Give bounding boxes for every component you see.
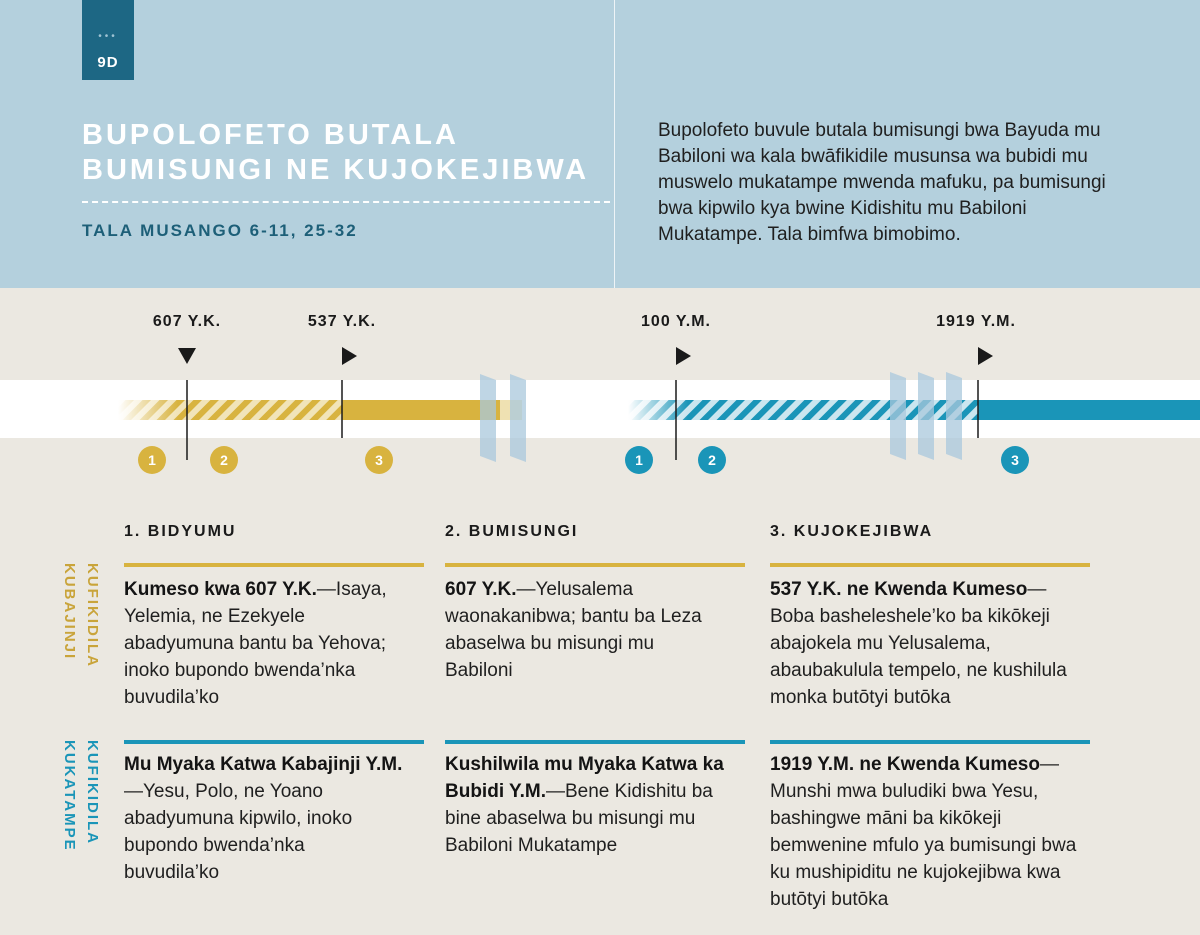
blue-solid-bar [978, 400, 1200, 420]
side-label-first-line1: KUFIKIDILA [84, 563, 101, 668]
row2-cell-3 [770, 751, 1090, 913]
row1-rule-3 [770, 563, 1090, 567]
row2-cell-3-heading: 1919 Y.M. ne Kwenda Kumeso [770, 754, 1040, 775]
row2-cell-2-text: —Bene Kidishitu ba bine abaselwa bu misungi mu Babiloni Mukatampe [445, 781, 713, 856]
gold-marker-2-label: 2 [220, 452, 228, 468]
row1-cell-2 [445, 576, 705, 684]
blue-break-2 [918, 372, 934, 460]
date-1919: 1919 Y.M. [936, 313, 1016, 330]
gold-marker-3-label: 3 [375, 452, 383, 468]
row1-cell-1 [124, 576, 419, 711]
header-panel [0, 0, 1200, 288]
page-badge [82, 0, 134, 80]
row1-rule-1 [124, 563, 424, 567]
badge-dots: ••• [98, 31, 118, 42]
intro-text: Bupolofeto buvule butala bumisungi bwa Bayuda mu Babiloni wa kala bwāfikidile musunsa wa bubidi mu muswelo mukatampe mwenda mafuku, pa bumisungi bwa kipwilo kya bwine Kidishitu mu Babiloni Mukatampe. Tala bimfwa bimobimo. [658, 120, 1106, 245]
arrow-right-icon [342, 347, 357, 365]
row1-cell-3-text: —Boba basheleshele’ko ba kikōkeji abajokela mu Yelusalema, abaubakulula tempelo, ne kushilula monka butōtyi butōka [770, 579, 1067, 708]
row1-cell-1-heading: Kumeso kwa 607 Y.K. [124, 579, 317, 600]
row2-cell-2-heading: Kushilwila mu Myaka Katwa ka Bubidi Y.M. [445, 754, 724, 802]
date-537: 537 Y.K. [307, 313, 377, 330]
title-line-1: BUPOLOFETO BUTALA [82, 119, 459, 151]
row1-cell-3-heading: 537 Y.K. ne Kwenda Kumeso [770, 579, 1028, 600]
row1-cell-2-text: —Yelusalema waonakanibwa; bantu ba Leza abaselwa bu misungi mu Babiloni [445, 579, 702, 681]
row2-cell-2 [445, 751, 740, 859]
row2-rule-3 [770, 740, 1090, 744]
side-label-second-line1: KUFIKIDILA [84, 740, 101, 845]
arrow-down-icon [178, 348, 196, 364]
blue-hatch-fade [628, 400, 688, 420]
side-label-first-line2: KUBAJINJI [61, 563, 78, 661]
column-heading-kujokejibwa: 3. KUJOKEJIBWA [770, 523, 934, 540]
row1-cell-3 [770, 576, 1090, 711]
blue-break-1 [890, 372, 906, 460]
gold-marker-1-label: 1 [148, 452, 156, 468]
row2-cell-1-text: —Yesu, Polo, ne Yoano abadyumuna kipwilo, inoko bupondo bwenda’nka buvudila’ko [124, 781, 353, 883]
column-heading-bumisungi: 2. BUMISUNGI [445, 523, 579, 540]
arrow-right-icon [676, 347, 691, 365]
blue-marker-1-label: 1 [635, 452, 643, 468]
blue-marker-2-label: 2 [708, 452, 716, 468]
row2-rule-1 [124, 740, 424, 744]
badge-label: 9D [97, 54, 119, 71]
row2-cell-1 [124, 751, 404, 886]
gold-break-1 [480, 374, 496, 462]
row1-cell-2-heading: 607 Y.K. [445, 579, 517, 600]
arrow-right-icon [978, 347, 993, 365]
blue-break-3 [946, 372, 962, 460]
row2-cell-1-heading: Mu Myaka Katwa Kabajinji Y.M. [124, 754, 403, 775]
title-divider [82, 201, 610, 203]
row1-rule-2 [445, 563, 745, 567]
gold-hatch-fade [118, 400, 178, 420]
row2-rule-2 [445, 740, 745, 744]
timeline [0, 288, 1200, 488]
blue-marker-3-label: 3 [1011, 452, 1019, 468]
column-heading-bidyumu: 1. BIDYUMU [124, 523, 237, 540]
header-divider [614, 0, 615, 288]
row1-cell-1-text: —Isaya, Yelemia, ne Ezekyele abadyumuna bantu ba Yehova; inoko bupondo bwenda’nka buvudila’ko [124, 579, 387, 708]
gold-break-2 [510, 374, 526, 462]
row2-cell-3-text: —Munshi mwa buludiki bwa Yesu, bashingwe māni ba kikōkeji bemwenine mfulo ya bumisungi bwa ku mushipiditu ne kujokejibwa kwa butōtyi butōka [770, 754, 1077, 910]
page-title [82, 118, 602, 188]
date-100: 100 Y.M. [641, 313, 711, 330]
date-607: 607 Y.K. [152, 313, 222, 330]
page-subtitle: TALA MUSANGO 6-11, 25-32 [82, 221, 358, 240]
title-line-2: BUMISUNGI NE KUJOKEJIBWA [82, 154, 590, 186]
side-label-second-line2: KUKATAMPE [61, 740, 78, 852]
